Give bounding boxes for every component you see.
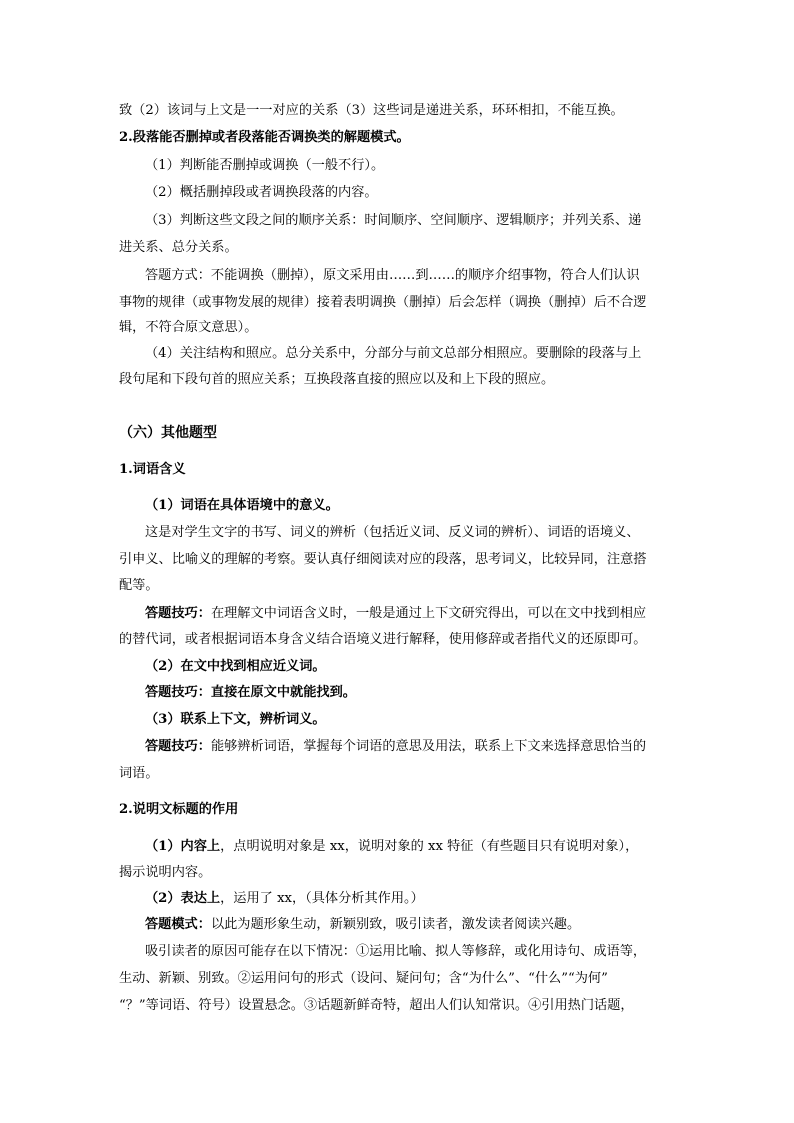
tip-label: 答题技巧： [145,606,211,621]
text: ，运用了 xx，（具体分析其作用。） [220,891,424,906]
label: 答题模式： [145,917,211,932]
text-line: 事物的规律（或事物发展的规律）接着表明调换（删掉）后会怎样（调换（删掉）后不合逻 [119,295,647,310]
text-line: 吸引读者的原因可能存在以下情况：①运用比喻、拟人等修辞，或化用诗句、成语等， [145,944,647,959]
text-line [145,837,638,857]
text-line [145,604,646,624]
text-line: 揭示说明内容。 [119,865,212,880]
text-line: 进关系、总分关系。 [119,240,238,255]
text-line: 致（2）该词与上文是一一对应的关系（3）这些词是递进关系，环环相扣，不能互换。 [119,103,624,118]
text-line: （1）判断能否删掉或调换（一般不行）。 [145,158,385,173]
subheading: （3）联系上下文，辨析词义。 [145,712,326,727]
subheading: （2）在文中找到相应近义词。 [145,659,326,674]
section-title: （六）其他题型 [119,425,217,441]
text-line: （2）概括删掉段或者调换段落的内容。 [145,185,378,200]
text-line [145,737,646,757]
subheading: （1）词语在具体语境中的意义。 [145,498,339,513]
text-line: 辑，不符合原文意思）。 [119,320,258,335]
tip-line: 答题技巧：直接在原文中就能找到。 [145,685,356,700]
text-line: 的替代词，或者根据词语本身含义结合语境义进行解释，使用修辞或者指代义的还原即可。 [119,632,647,647]
label: （1）内容上 [145,839,221,854]
subheading: 1.词语含义 [119,462,186,477]
subheading: 2.段落能否删掉或者段落能否调换类的解题模式。 [119,130,410,145]
text-line: 配等。 [119,578,159,593]
text-line: 词语。 [119,766,159,781]
text: ，点明说明对象是 xx，说明对象的 xx 特征（有些题目只有说明对象）， [220,839,639,854]
text-line: 答题方式：不能调换（删掉），原文采用由……到……的顺序介绍事物，符合人们认识 [145,268,640,283]
text-line: （4）关注结构和照应。总分关系中，分部分与前文总部分相照应。要删除的段落与上 [145,346,642,361]
text: 以此为题形象生动，新颖别致，吸引读者，激发读者阅读兴趣。 [210,917,581,932]
text-line: 这是对学生文字的书写、词义的辨析（包括近义词、反义词的辨析）、词语的语境义、 [145,525,640,540]
text-line: 引申义、比喻义的理解的考察。要认真仔细阅读对应的段落，思考词义，比较异同，注意搭 [119,552,647,567]
tip-text: 能够辨析词语，掌握每个词语的意思及用法，联系上下文来选择意思恰当的 [210,739,647,754]
text-line: 生动、新颖、别致。②运用问句的形式（设问、疑问句；含“为什么”、“什么”“为何” [119,971,608,986]
label: （2）表达上 [145,891,221,906]
tip-text: 在理解文中词语含义时，一般是通过上下文研究得出，可以在文中找到相应 [210,606,647,621]
text-line: 段句尾和下段句首的照应关系；互换段落直接的照应以及和上下段的照应。 [119,372,555,387]
subheading: 2.说明文标题的作用 [119,802,239,817]
tip-label: 答题技巧： [145,739,211,754]
text-line [145,889,424,909]
text-line: （3）判断这些文段之间的顺序关系：时间顺序、空间顺序、逻辑顺序；并列关系、递 [145,213,642,228]
text-line: “？”等词语、符号）设置悬念。③话题新鲜奇特，超出人们认知常识。④引用热门话题， [119,998,634,1013]
text-line [145,915,580,935]
